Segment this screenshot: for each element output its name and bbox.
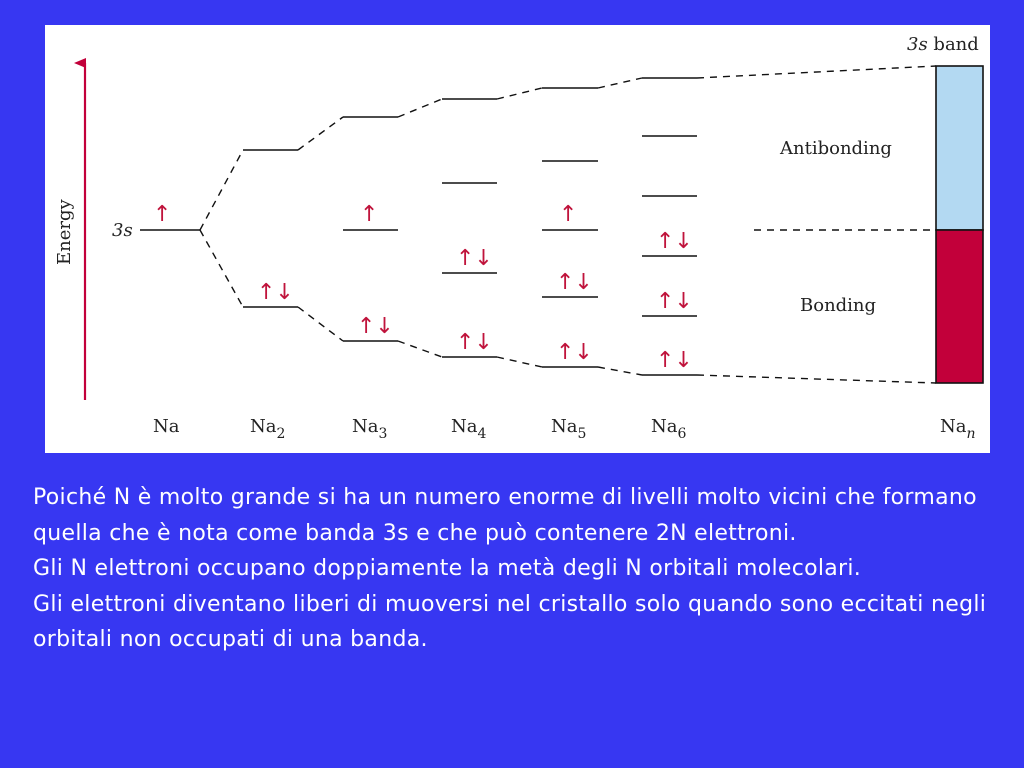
label-na2: $Na_2$ xyxy=(250,416,286,442)
na3-middle-spin: ↑ xyxy=(360,202,379,227)
na3-to-na4-connectors xyxy=(398,99,442,357)
na5-level-3-spin: ↑ xyxy=(559,202,578,227)
na6-level-5-spin: ↑↓ xyxy=(656,289,693,314)
na4-level-3-spin: ↑↓ xyxy=(456,246,493,271)
na6-to-band-connectors xyxy=(697,66,936,383)
na4-to-na5-connectors xyxy=(497,88,542,367)
antibonding-band xyxy=(936,66,983,230)
na5-level-4-spin: ↑↓ xyxy=(556,270,593,295)
na4-level-4-spin: ↑↓ xyxy=(456,330,493,355)
na6-level-4-spin: ↑↓ xyxy=(656,229,693,254)
na-to-na2-connectors xyxy=(200,150,243,307)
na3-bottom-spin: ↑↓ xyxy=(357,314,394,339)
label-na3: $Na_3$ xyxy=(352,416,388,442)
label-nan: $Na_n$ xyxy=(940,416,976,442)
bonding-label: Bonding xyxy=(800,295,877,316)
caption-paragraph-1: Poiché N è molto grande si ha un numero enorme di livelli molto vicini che formano quella che è nota come banda 3s e che può contenere 2N elettroni. xyxy=(33,485,977,546)
energy-axis-label: Energy xyxy=(54,199,75,265)
band-title: 3s band xyxy=(907,34,979,55)
caption-paragraph-3: Gli elettroni diventano liberi di muoversi nel cristallo solo quando sono eccitati negli orbitali non occupati di una banda. xyxy=(33,591,987,652)
orbital-3s-label: 3s xyxy=(112,220,133,241)
label-na: Na xyxy=(153,416,180,437)
explanation-text xyxy=(33,480,1008,658)
na2-to-na3-connectors xyxy=(298,117,343,341)
na2-bonding-spin: ↑↓ xyxy=(257,280,294,305)
na5-level-5-spin: ↑↓ xyxy=(556,340,593,365)
na6-level-6-spin: ↑↓ xyxy=(656,348,693,373)
na5-to-na6-connectors xyxy=(598,78,642,375)
antibonding-label: Antibonding xyxy=(780,138,892,159)
label-na4: $Na_4$ xyxy=(451,416,487,442)
bonding-band xyxy=(936,230,983,383)
label-na5: $Na_5$ xyxy=(551,416,587,442)
mo-energy-diagram xyxy=(45,25,990,453)
caption-paragraph-2: Gli N elettroni occupano doppiamente la metà degli N orbitali molecolari. xyxy=(33,556,862,581)
na-spin: ↑ xyxy=(153,202,172,227)
mo-diagram-panel xyxy=(45,25,990,453)
label-na6: $Na_6$ xyxy=(651,416,687,442)
